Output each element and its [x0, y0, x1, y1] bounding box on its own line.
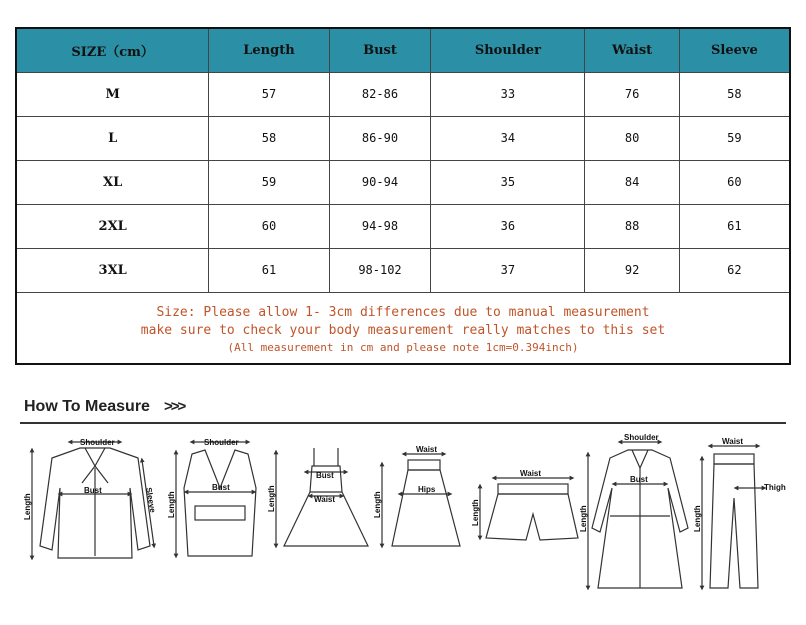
length-cell: 61 [209, 248, 329, 292]
pants-figure [693, 437, 786, 588]
length-label: Length [373, 491, 382, 518]
shoulder-cell: 35 [431, 160, 585, 204]
length-label: Length [471, 499, 480, 526]
waist-cell: 88 [585, 204, 679, 248]
bust-cell: 86-90 [329, 116, 431, 160]
shoulder-label: Shoulder [624, 433, 659, 442]
table-row [16, 248, 790, 292]
bust-label: Bust [212, 483, 230, 492]
arrows-icon: >>> [164, 398, 185, 415]
header-sleeve: Sleeve [679, 28, 790, 72]
waist-label: Waist [314, 495, 336, 504]
sleeve-cell: 62 [679, 248, 790, 292]
note-row [16, 292, 790, 364]
length-label: Length [23, 493, 32, 520]
table-row [16, 116, 790, 160]
divider [20, 422, 786, 424]
sleeve-cell: 60 [679, 160, 790, 204]
length-label: Length [693, 505, 702, 532]
blouse-figure [23, 438, 157, 558]
note-line-1: Size: Please allow 1- 3cm differences due to manual measurement [156, 305, 650, 321]
shoulder-label: Shoulder [80, 438, 115, 447]
measurement-illustrations [20, 428, 790, 618]
header-length: Length [209, 28, 329, 72]
bust-label: Bust [630, 475, 648, 484]
table-row [16, 204, 790, 248]
sleeve-cell: 58 [679, 72, 790, 116]
length-label: Length [267, 485, 276, 512]
thigh-label: Thigh [764, 483, 786, 492]
length-cell: 57 [209, 72, 329, 116]
header-shoulder: Shoulder [431, 28, 585, 72]
header-bust: Bust [329, 28, 431, 72]
shoulder-cell: 34 [431, 116, 585, 160]
waist-cell: 76 [585, 72, 679, 116]
sleeve-cell: 59 [679, 116, 790, 160]
coat-figure [579, 433, 688, 588]
length-cell: 58 [209, 116, 329, 160]
note-line-2: make sure to check your body measurement really matches to this set [140, 323, 666, 339]
hips-label: Hips [418, 485, 436, 494]
table-header-row [16, 28, 790, 72]
length-cell: 60 [209, 204, 329, 248]
shoulder-label: Shoulder [204, 438, 239, 447]
bust-cell: 94-98 [329, 204, 431, 248]
table-row [16, 72, 790, 116]
size-chart-table [15, 27, 791, 365]
bust-label: Bust [316, 471, 334, 480]
bust-cell: 98-102 [329, 248, 431, 292]
waist-cell: 80 [585, 116, 679, 160]
waist-label: Waist [520, 469, 542, 478]
note-line-3: (All measurement in cm and please note 1cm=0.394inch) [227, 341, 579, 355]
size-cell: M [16, 72, 209, 116]
header-waist: Waist [585, 28, 679, 72]
size-cell: 2XL [16, 204, 209, 248]
tank-top-figure [167, 438, 256, 556]
waist-cell: 84 [585, 160, 679, 204]
sleeve-label: Sleeve [144, 486, 158, 514]
length-label: Length [579, 505, 588, 532]
measurement-note [16, 292, 790, 364]
size-cell: XL [16, 160, 209, 204]
size-cell: L [16, 116, 209, 160]
bust-cell: 90-94 [329, 160, 431, 204]
shorts-figure [471, 469, 578, 540]
length-label: Length [167, 491, 176, 518]
waist-label: Waist [416, 445, 438, 454]
dress-figure [267, 448, 368, 546]
header-size: SIZE（cm） [16, 28, 209, 72]
table-row [16, 160, 790, 204]
shoulder-cell: 37 [431, 248, 585, 292]
how-to-measure-title: How To Measure [24, 398, 150, 415]
shoulder-cell: 36 [431, 204, 585, 248]
waist-label: Waist [722, 437, 744, 446]
skirt-figure [373, 445, 460, 546]
bust-label: Bust [84, 486, 102, 495]
waist-cell: 92 [585, 248, 679, 292]
bust-cell: 82-86 [329, 72, 431, 116]
shoulder-cell: 33 [431, 72, 585, 116]
size-cell: 3XL [16, 248, 209, 292]
length-cell: 59 [209, 160, 329, 204]
sleeve-cell: 61 [679, 204, 790, 248]
